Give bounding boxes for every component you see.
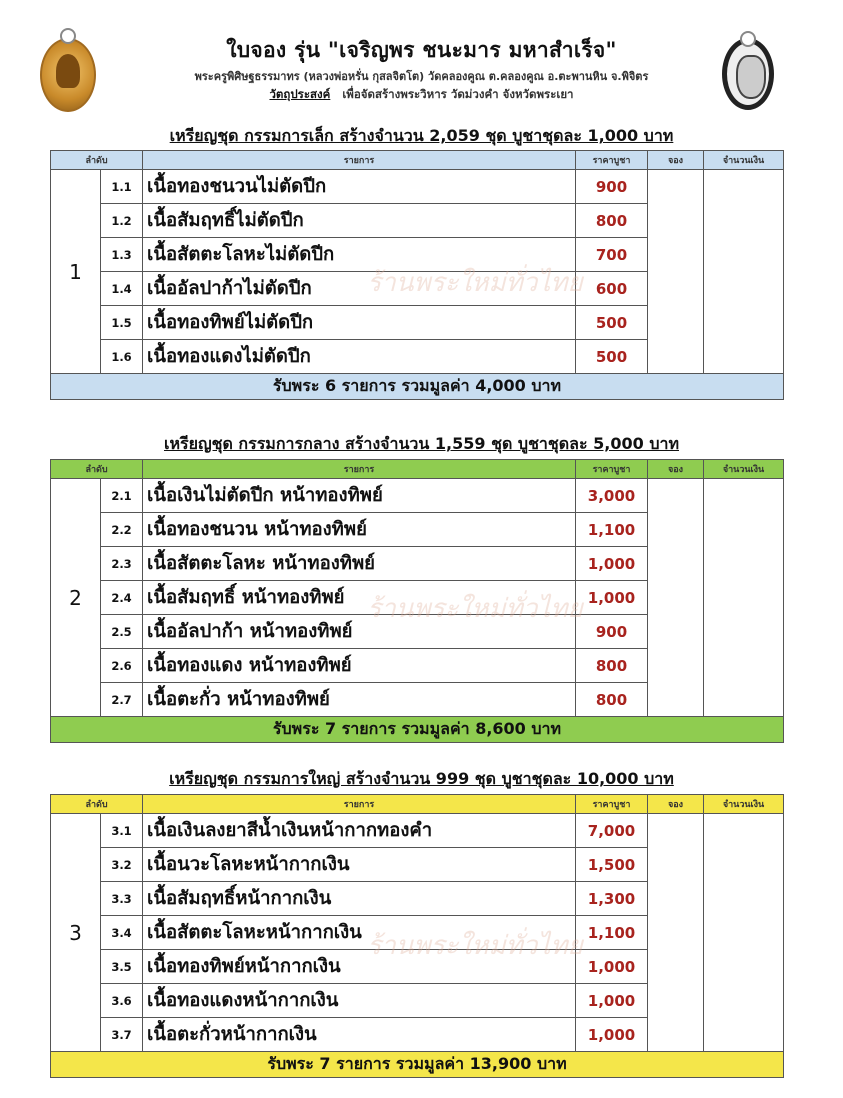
col-price: ราคาบูชา	[576, 795, 648, 814]
item-price: 1,100	[576, 513, 648, 547]
section-index: 2	[51, 479, 101, 717]
reserve-cell[interactable]	[648, 170, 704, 374]
col-item: รายการ	[143, 460, 576, 479]
table-row	[51, 814, 784, 848]
col-no: ลำดับ	[51, 151, 143, 170]
item-price: 1,000	[576, 1018, 648, 1052]
item-code: 1.3	[101, 238, 143, 272]
item-price: 800	[576, 683, 648, 717]
table-row	[51, 170, 784, 204]
item-name: เนื้อทองทิพย์หน้ากากเงิน	[143, 950, 576, 984]
item-code: 3.1	[101, 814, 143, 848]
section-1-heading: เหรียญชุด กรรมการเล็ก สร้างจำนวน 2,059 ชุด บูชาชุดละ 1,000 บาท	[169, 126, 674, 145]
item-price: 1,000	[576, 547, 648, 581]
col-item: รายการ	[143, 151, 576, 170]
table-header-row	[51, 795, 784, 814]
item-code: 1.5	[101, 306, 143, 340]
item-code: 1.6	[101, 340, 143, 374]
amount-cell[interactable]	[704, 814, 784, 1052]
col-reserve: จอง	[648, 151, 704, 170]
item-code: 3.7	[101, 1018, 143, 1052]
item-name: เนื้อสัมฤทธิ์หน้ากากเงิน	[143, 882, 576, 916]
total-row	[51, 717, 784, 743]
item-price: 1,100	[576, 916, 648, 950]
item-name: เนื้อสัตตะโลหะหน้ากากเงิน	[143, 916, 576, 950]
col-price: ราคาบูชา	[576, 151, 648, 170]
item-name: เนื้ออัลปาก้า หน้าทองทิพย์	[143, 615, 576, 649]
section-index: 3	[51, 814, 101, 1052]
item-price: 800	[576, 649, 648, 683]
section-2-table	[50, 459, 784, 743]
item-price: 1,000	[576, 950, 648, 984]
amulet-medal-image-right	[722, 38, 774, 110]
item-name: เนื้อเงินไม่ตัดปีก หน้าทองทิพย์	[143, 479, 576, 513]
item-name: เนื้อสัมฤทธิ์ไม่ตัดปีก	[143, 204, 576, 238]
col-amount: จำนวนเงิน	[704, 460, 784, 479]
document-title: ใบจอง รุ่น "เจริญพร ชนะมาร มหาสำเร็จ"	[226, 38, 617, 62]
section-total: รับพระ 6 รายการ รวมมูลค่า 4,000 บาท	[51, 374, 784, 400]
watermark: ร้านพระใหม่ทั่วไทย	[367, 268, 583, 298]
item-code: 3.6	[101, 984, 143, 1018]
item-name: เนื้อสัมฤทธิ์ หน้าทองทิพย์	[143, 581, 576, 615]
section-total: รับพระ 7 รายการ รวมมูลค่า 8,600 บาท	[51, 717, 784, 743]
item-price: 900	[576, 615, 648, 649]
amount-cell[interactable]	[704, 479, 784, 717]
col-amount: จำนวนเงิน	[704, 151, 784, 170]
purpose-label: วัตถุประสงค์	[269, 87, 331, 101]
item-name: เนื้อสัตตะโลหะ หน้าทองทิพย์	[143, 547, 576, 581]
item-code: 3.2	[101, 848, 143, 882]
item-price: 1,000	[576, 984, 648, 1018]
item-price: 500	[576, 340, 648, 374]
item-price: 600	[576, 272, 648, 306]
item-price: 1,000	[576, 581, 648, 615]
item-price: 7,000	[576, 814, 648, 848]
section-3-heading: เหรียญชุด กรรมการใหญ่ สร้างจำนวน 999 ชุด บูชาชุดละ 10,000 บาท	[169, 769, 674, 788]
item-code: 1.2	[101, 204, 143, 238]
item-name: เนื้อสัตตะโลหะไม่ตัดปีก	[143, 238, 576, 272]
item-code: 2.3	[101, 547, 143, 581]
temple-info: พระครูพิศิษฐธรรมาทร (หลวงพ่อหรั่น กุสลจิตโต) วัดคลองคูณ ต.คลองคูณ อ.ตะพานหิน จ.พิจิตร	[194, 70, 649, 83]
total-row	[51, 1052, 784, 1078]
item-code: 2.7	[101, 683, 143, 717]
item-price: 1,300	[576, 882, 648, 916]
section-2-heading: เหรียญชุด กรรมการกลาง สร้างจำนวน 1,559 ชุด บูชาชุดละ 5,000 บาท	[163, 434, 679, 453]
section-total: รับพระ 7 รายการ รวมมูลค่า 13,900 บาท	[51, 1052, 784, 1078]
item-code: 3.4	[101, 916, 143, 950]
item-price: 900	[576, 170, 648, 204]
col-price: ราคาบูชา	[576, 460, 648, 479]
item-price: 3,000	[576, 479, 648, 513]
total-row	[51, 374, 784, 400]
table-row	[51, 479, 784, 513]
item-name: เนื้อทองแดง หน้าทองทิพย์	[143, 649, 576, 683]
item-name: เนื้อทองชนวน หน้าทองทิพย์	[143, 513, 576, 547]
section-3-table	[50, 794, 784, 1078]
item-code: 1.1	[101, 170, 143, 204]
item-name: เนื้อทองแดงไม่ตัดปีก	[143, 340, 576, 374]
item-name: เนื้อทองชนวนไม่ตัดปีก	[143, 170, 576, 204]
item-price: 500	[576, 306, 648, 340]
item-code: 2.4	[101, 581, 143, 615]
item-name: เนื้อตะกั่ว หน้าทองทิพย์	[143, 683, 576, 717]
purpose-line	[0, 86, 843, 104]
amount-cell[interactable]	[704, 170, 784, 374]
item-price: 700	[576, 238, 648, 272]
item-name: เนื้อเงินลงยาสีน้ำเงินหน้ากากทองคำ	[143, 814, 576, 848]
item-code: 1.4	[101, 272, 143, 306]
col-item: รายการ	[143, 795, 576, 814]
watermark: ร้านพระใหม่ทั่วไทย	[367, 594, 583, 624]
table-header-row	[51, 151, 784, 170]
section-1-table	[50, 150, 784, 400]
reserve-cell[interactable]	[648, 814, 704, 1052]
item-code: 3.3	[101, 882, 143, 916]
item-code: 2.5	[101, 615, 143, 649]
item-name: เนื้อนวะโลหะหน้ากากเงิน	[143, 848, 576, 882]
col-no: ลำดับ	[51, 460, 143, 479]
item-name: เนื้ออัลปาก้าไม่ตัดปีก	[143, 272, 576, 306]
item-name: เนื้อตะกั่วหน้ากากเงิน	[143, 1018, 576, 1052]
item-code: 2.6	[101, 649, 143, 683]
col-amount: จำนวนเงิน	[704, 795, 784, 814]
purpose-text: เพื่อจัดสร้างพระวิหาร วัดม่วงคำ จังหวัดพระเยา	[342, 87, 574, 101]
table-header-row	[51, 460, 784, 479]
item-code: 2.1	[101, 479, 143, 513]
document-header	[0, 0, 843, 120]
item-price: 1,500	[576, 848, 648, 882]
item-code: 3.5	[101, 950, 143, 984]
item-name: เนื้อทองแดงหน้ากากเงิน	[143, 984, 576, 1018]
col-reserve: จอง	[648, 460, 704, 479]
col-no: ลำดับ	[51, 795, 143, 814]
watermark: ร้านพระใหม่ทั่วไทย	[367, 931, 583, 961]
item-price: 800	[576, 204, 648, 238]
reserve-cell[interactable]	[648, 479, 704, 717]
item-code: 2.2	[101, 513, 143, 547]
section-index: 1	[51, 170, 101, 374]
item-name: เนื้อทองทิพย์ไม่ตัดปีก	[143, 306, 576, 340]
col-reserve: จอง	[648, 795, 704, 814]
